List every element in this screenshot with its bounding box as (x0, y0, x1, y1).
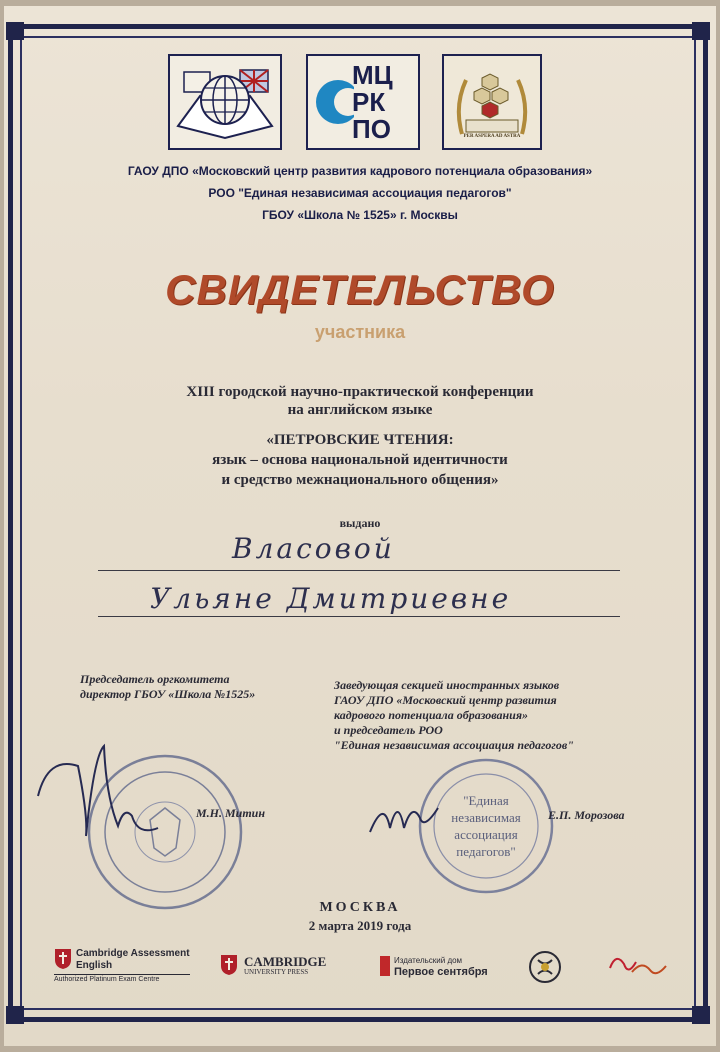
round-partner-logo-icon (528, 950, 562, 984)
right-signatory-name: Е.П. Морозова (548, 808, 625, 822)
frame-corner-top-left (6, 22, 24, 40)
stamp-text-2: независимая (451, 810, 521, 825)
mcrkpo-line-2: РК (352, 87, 386, 117)
cambridge-assessment-line-2: English (76, 960, 113, 971)
cambridge-press-line-2: UNIVERSITY PRESS (244, 968, 309, 976)
pervoe-line-1: Издательский дом (394, 956, 463, 965)
cambridge-press-shield-icon (220, 954, 238, 976)
left-signatory-title-2: директор ГБОУ «Школа №1525» (80, 687, 256, 701)
frame-corner-bottom-right (692, 1006, 710, 1024)
emblem-motto: PER ASPERA AD ASTRA (463, 134, 521, 139)
cambridge-assessment-line-3: Authorized Platinum Exam Centre (54, 976, 160, 983)
conference-line-4: язык – основа национальной идентичности (212, 452, 508, 468)
place: МОСКВА (319, 900, 401, 915)
left-signatory-name: М.Н. Митин (196, 806, 266, 820)
right-signatory-title-4: и председатель РОО (334, 723, 443, 737)
right-handwritten-signature (364, 788, 454, 848)
right-signatory-title-5: "Единая независимая ассоциация педагогов" (334, 738, 574, 752)
conference-line-2: на английском языке (287, 402, 433, 418)
right-signatory-title-1: Заведующая секцией иностранных языков (334, 678, 560, 692)
left-signatory-title (80, 672, 320, 702)
header-organization-2: РОО "Единая независимая ассоциация педагогов" (208, 186, 512, 200)
date: 2 марта 2019 года (308, 918, 412, 933)
stamp-text-3: ассоциация (454, 827, 518, 842)
header-organization-3: ГБОУ «Школа № 1525» г. Москвы (262, 208, 458, 222)
recipient-line-1 (98, 570, 620, 571)
mcrkpo-line-1: МЦ (352, 60, 393, 90)
cambridge-press-line-1: CAMBRIDGE (244, 954, 327, 969)
cambridge-assessment-divider (54, 974, 190, 975)
recipient-surname: Власовой (232, 532, 395, 565)
header-organization-1: ГАОУ ДПО «Московский центр развития кадрового потенциала образования» (127, 164, 593, 178)
globe-books-logo (168, 54, 282, 150)
stamp-text-1: "Единая (463, 793, 509, 808)
left-signatory-title-1: Председатель оргкомитета (80, 672, 230, 686)
association-emblem-logo (442, 54, 542, 150)
right-signatory-title-2: ГАОУ ДПО «Московский центр развития (334, 693, 557, 707)
right-signatory-title-3: кадрового потенциала образования» (334, 708, 529, 722)
mcrkpo-line-3: ПО (352, 114, 391, 144)
crescent-icon (310, 56, 354, 148)
conference-line-3: «ПЕТРОВСКИЕ ЧТЕНИЯ: (266, 432, 454, 448)
script-partner-logo-icon (606, 948, 670, 984)
frame-corner-bottom-left (6, 1006, 24, 1024)
right-signatory-title (334, 678, 664, 753)
conference-line-5: и средство межнационального общения» (221, 472, 499, 488)
mcrkpo-logo-text (352, 62, 393, 143)
cambridge-assessment-line-1: Cambridge Assessment (76, 948, 190, 959)
frame-corner-top-right (692, 22, 710, 40)
stamp-text-4: педагогов" (456, 844, 516, 859)
conference-line-1: XIII городской научно-практической конференции (186, 384, 534, 400)
recipient-line-2 (98, 616, 620, 617)
left-handwritten-signature (28, 736, 198, 846)
document-title: СВИДЕТЕЛЬСТВО (165, 266, 555, 313)
pervoe-sentyabrya-mark-icon (380, 956, 390, 976)
recipient-name: Ульяне Дмитриевне (150, 582, 512, 615)
globe-icon (170, 56, 280, 148)
document-subtitle: участника (314, 322, 406, 342)
issued-label: выдано (339, 516, 381, 530)
cambridge-shield-icon (54, 948, 72, 970)
pervoe-line-2: Первое сентября (394, 966, 488, 978)
mcrkpo-logo (306, 54, 420, 150)
